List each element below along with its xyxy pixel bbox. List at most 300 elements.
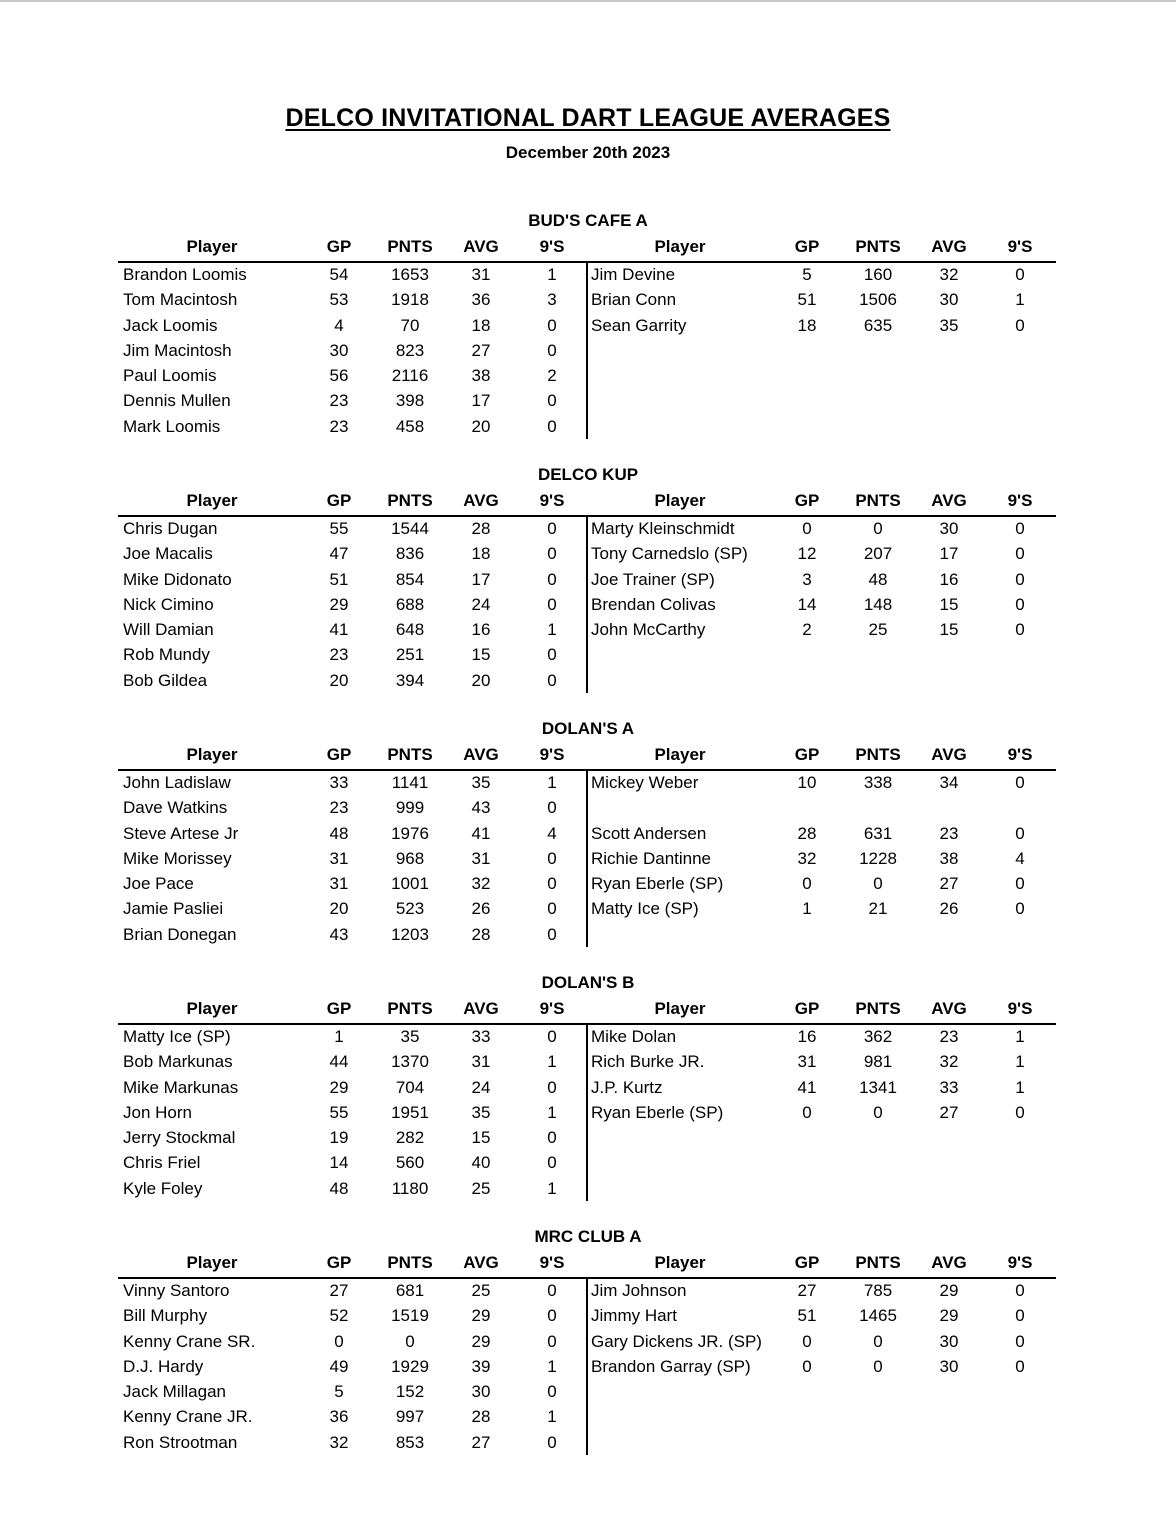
player-row (118, 262, 586, 287)
games-played: 10 (797, 773, 817, 792)
player-row (588, 541, 1056, 566)
average: 28 (471, 1407, 491, 1427)
player-name: Jamie Pasliei (123, 899, 224, 919)
average: 27 (939, 1102, 959, 1122)
nines-count: 0 (1015, 899, 1025, 919)
player-name: Joe Pace (123, 874, 194, 894)
player-row (588, 287, 1056, 312)
average: 17 (471, 569, 491, 589)
player-name: Gary Dickens JR. (SP) (591, 1331, 762, 1351)
column-header-nines-left: 9'S (539, 745, 565, 764)
games-played: 19 (329, 1128, 349, 1148)
column-header-player-left: Player (186, 999, 238, 1018)
points: 968 (395, 848, 425, 868)
average: 16 (471, 620, 491, 640)
nines-count: 0 (547, 315, 557, 335)
player-row (588, 1024, 1056, 1049)
team-name: DOLAN'S A (541, 719, 635, 738)
column-header-gp-left: GP (326, 745, 352, 764)
average: 30 (939, 519, 959, 538)
average: 31 (471, 265, 491, 284)
player-name: Kenny Crane SR. (123, 1331, 256, 1351)
games-played: 30 (329, 340, 349, 360)
average: 32 (939, 265, 959, 284)
games-played: 33 (329, 773, 349, 792)
team-section (0, 972, 1176, 1222)
player-row (118, 1125, 586, 1150)
games-played: 27 (797, 1281, 817, 1300)
player-row (118, 821, 586, 846)
player-row (588, 1278, 1056, 1303)
team-section (0, 718, 1176, 968)
games-played: 2 (802, 620, 812, 640)
average: 25 (471, 1281, 491, 1300)
average: 18 (471, 544, 491, 564)
column-header-gp-right: GP (794, 999, 820, 1018)
column-header-pnts-left: PNTS (387, 237, 433, 256)
average: 30 (939, 1331, 959, 1351)
team-section (0, 1226, 1176, 1476)
points: 635 (863, 315, 893, 335)
player-row (118, 338, 586, 363)
points: 207 (863, 544, 893, 564)
games-played: 51 (329, 569, 349, 589)
player-row (118, 1100, 586, 1125)
player-name: Matty Ice (SP) (591, 899, 699, 919)
column-header-gp-left: GP (326, 999, 352, 1018)
player-name: Brandon Loomis (123, 265, 247, 284)
column-header-nines-left: 9'S (539, 1253, 565, 1272)
nines-count: 0 (1015, 519, 1025, 538)
nines-count: 4 (547, 823, 557, 843)
average: 38 (471, 366, 491, 386)
column-header-pnts-left: PNTS (387, 745, 433, 764)
games-played: 54 (329, 265, 349, 284)
average: 36 (471, 290, 491, 310)
games-played: 31 (797, 1052, 817, 1072)
games-played: 27 (329, 1281, 349, 1300)
games-played: 20 (329, 899, 349, 919)
player-name: Dennis Mullen (123, 391, 231, 411)
nines-count: 0 (547, 519, 557, 538)
points: 0 (873, 1331, 883, 1351)
player-row (588, 1075, 1056, 1100)
column-header-avg-left: AVG (463, 237, 499, 256)
player-row (118, 617, 586, 642)
nines-count: 1 (547, 773, 557, 792)
column-header-nines-right: 9'S (1007, 237, 1033, 256)
games-played: 32 (329, 1432, 349, 1452)
player-row (118, 642, 586, 667)
column-header-player-right: Player (654, 999, 706, 1018)
average: 31 (471, 1052, 491, 1072)
points: 21 (868, 899, 888, 919)
player-name: Ryan Eberle (SP) (591, 1102, 724, 1122)
average: 27 (471, 340, 491, 360)
points: 0 (873, 519, 883, 538)
average: 28 (471, 924, 491, 944)
nines-count: 0 (1015, 1331, 1025, 1351)
player-list-right (588, 1278, 1056, 1379)
nines-count: 1 (547, 1356, 557, 1376)
page-title (0, 104, 1176, 133)
nines-count: 0 (547, 1128, 557, 1148)
games-played: 0 (334, 1331, 344, 1351)
points: 251 (395, 645, 425, 665)
player-row (588, 846, 1056, 871)
points: 160 (863, 265, 893, 284)
nines-count: 0 (547, 1306, 557, 1326)
average: 27 (471, 1432, 491, 1452)
points: 0 (873, 874, 883, 894)
player-list-left (118, 262, 586, 439)
player-name: Mickey Weber (591, 773, 699, 792)
points: 1918 (391, 290, 429, 310)
player-row (588, 567, 1056, 592)
player-name: Ron Strootman (123, 1432, 238, 1452)
points: 1001 (391, 874, 429, 894)
player-row (118, 541, 586, 566)
points: 458 (395, 416, 425, 436)
player-row (588, 617, 1056, 642)
player-row (588, 1049, 1056, 1074)
player-row (588, 1100, 1056, 1125)
average: 30 (939, 290, 959, 310)
nines-count: 0 (1015, 773, 1025, 792)
games-played: 1 (334, 1027, 344, 1046)
games-played: 52 (329, 1306, 349, 1326)
column-header-player-left: Player (186, 491, 238, 510)
player-name: Brian Donegan (123, 924, 237, 944)
team-section (0, 464, 1176, 714)
column-header-gp-right: GP (794, 491, 820, 510)
games-played: 5 (802, 265, 812, 284)
player-row (588, 516, 1056, 541)
player-name: Bob Markunas (123, 1052, 233, 1072)
average: 24 (471, 1077, 491, 1097)
column-header-pnts-left: PNTS (387, 999, 433, 1018)
games-played: 23 (329, 645, 349, 665)
column-header-player-left: Player (186, 1253, 238, 1272)
nines-count: 0 (547, 848, 557, 868)
nines-count: 0 (547, 645, 557, 665)
nines-count: 0 (547, 1027, 557, 1046)
player-row (588, 592, 1056, 617)
player-row (118, 516, 586, 541)
average: 15 (471, 1128, 491, 1148)
player-row (118, 668, 586, 693)
team-name: BUD'S CAFE A (528, 211, 648, 230)
player-row (118, 922, 586, 947)
games-played: 1 (802, 899, 812, 919)
points: 1141 (391, 773, 429, 792)
player-name: Jerry Stockmal (123, 1128, 236, 1148)
column-header-gp-right: GP (794, 237, 820, 256)
player-name: Jack Millagan (123, 1382, 226, 1402)
games-played: 43 (329, 924, 349, 944)
player-list-right (588, 262, 1056, 338)
average: 29 (939, 1306, 959, 1326)
points: 997 (395, 1407, 425, 1427)
average: 18 (471, 315, 491, 335)
column-header-pnts-right: PNTS (855, 1253, 901, 1272)
player-name: Marty Kleinschmidt (591, 519, 735, 538)
average: 29 (471, 1331, 491, 1351)
column-header-player-right: Player (654, 491, 706, 510)
player-name: Mike Markunas (123, 1077, 239, 1097)
player-row (588, 1303, 1056, 1328)
nines-count: 3 (547, 290, 557, 310)
player-list-left (118, 770, 586, 947)
column-header-gp-right: GP (794, 745, 820, 764)
column-header-avg-right: AVG (931, 745, 967, 764)
player-name: Tom Macintosh (123, 290, 238, 310)
player-name: Mike Morissey (123, 848, 232, 868)
player-row (118, 1430, 586, 1455)
team-name: MRC CLUB A (534, 1227, 642, 1246)
points: 785 (863, 1281, 893, 1300)
points: 362 (863, 1027, 893, 1046)
points: 648 (395, 620, 425, 640)
player-name: Jim Devine (591, 265, 676, 284)
nines-count: 0 (1015, 620, 1025, 640)
points: 1951 (391, 1102, 429, 1122)
player-name: Jimmy Hart (591, 1306, 677, 1326)
points: 282 (395, 1128, 425, 1148)
average: 27 (939, 874, 959, 894)
nines-count: 0 (547, 1432, 557, 1452)
points: 1544 (391, 519, 429, 538)
games-played: 55 (329, 519, 349, 538)
points: 1976 (391, 823, 429, 843)
average: 17 (471, 391, 491, 411)
page-title-text: DELCO INVITATIONAL DART LEAGUE AVERAGES (285, 104, 891, 132)
team-name: DOLAN'S B (541, 973, 635, 992)
points: 0 (873, 1102, 883, 1122)
points: 981 (863, 1052, 893, 1072)
column-header-avg-right: AVG (931, 1253, 967, 1272)
nines-count: 1 (547, 1052, 557, 1072)
games-played: 20 (329, 670, 349, 690)
average: 25 (471, 1178, 491, 1198)
column-header-nines-left: 9'S (539, 999, 565, 1018)
player-name: Joe Macalis (123, 544, 213, 564)
games-played: 0 (802, 519, 812, 538)
column-header-player-left: Player (186, 237, 238, 256)
player-name: Ryan Eberle (SP) (591, 874, 724, 894)
games-played: 16 (797, 1027, 817, 1046)
nines-count: 0 (1015, 594, 1025, 614)
player-name: Rob Mundy (123, 645, 210, 665)
games-played: 14 (329, 1153, 349, 1173)
player-name: Kenny Crane JR. (123, 1407, 253, 1427)
nines-count: 0 (1015, 1281, 1025, 1300)
player-row (118, 287, 586, 312)
player-row (588, 770, 1056, 795)
player-name: Chris Dugan (123, 519, 218, 538)
average: 24 (471, 594, 491, 614)
average: 33 (939, 1077, 959, 1097)
nines-count: 0 (1015, 1356, 1025, 1376)
player-name: Rich Burke JR. (591, 1052, 705, 1072)
player-name: Tony Carnedslo (SP) (591, 544, 748, 564)
games-played: 0 (802, 1331, 812, 1351)
player-name: Nick Cimino (123, 594, 214, 614)
column-header-gp-right: GP (794, 1253, 820, 1272)
column-header-nines-right: 9'S (1007, 1253, 1033, 1272)
points: 70 (400, 315, 420, 335)
column-header-nines-right: 9'S (1007, 491, 1033, 510)
player-row (118, 414, 586, 439)
points: 0 (405, 1331, 415, 1351)
nines-count: 1 (547, 1407, 557, 1427)
nines-count: 0 (1015, 315, 1025, 335)
games-played: 47 (329, 544, 349, 564)
games-played: 29 (329, 594, 349, 614)
points: 35 (400, 1027, 420, 1046)
player-row (118, 846, 586, 871)
points: 1465 (859, 1306, 897, 1326)
player-name: Jim Macintosh (123, 340, 232, 360)
average: 17 (939, 544, 959, 564)
average: 29 (939, 1281, 959, 1300)
nines-count: 1 (547, 620, 557, 640)
player-row (118, 795, 586, 820)
player-name: John Ladislaw (123, 773, 231, 792)
player-list-left (118, 1278, 586, 1455)
games-played: 23 (329, 391, 349, 411)
team-name: DELCO KUP (537, 465, 639, 484)
nines-count: 0 (1015, 569, 1025, 589)
player-name: Mark Loomis (123, 416, 221, 436)
games-played: 14 (797, 594, 817, 614)
games-played: 0 (802, 1102, 812, 1122)
nines-count: 0 (547, 874, 557, 894)
average: 30 (939, 1356, 959, 1376)
player-name: Sean Garrity (591, 315, 687, 335)
player-name: Will Damian (123, 620, 214, 640)
nines-count: 0 (547, 391, 557, 411)
player-row (118, 896, 586, 921)
player-row (118, 871, 586, 896)
player-name: Dave Watkins (123, 798, 228, 818)
column-header-gp-left: GP (326, 1253, 352, 1272)
nines-count: 1 (547, 1178, 557, 1198)
player-row (118, 770, 586, 795)
points: 152 (395, 1382, 425, 1402)
team-section (0, 210, 1176, 460)
points: 1180 (391, 1178, 429, 1198)
nines-count: 1 (547, 265, 557, 284)
player-name: Brendan Colivas (591, 594, 716, 614)
average: 35 (939, 315, 959, 335)
nines-count: 0 (547, 670, 557, 690)
average: 20 (471, 670, 491, 690)
average: 26 (471, 899, 491, 919)
games-played: 32 (797, 848, 817, 868)
player-row (118, 388, 586, 413)
games-played: 49 (329, 1356, 349, 1376)
player-name: Matty Ice (SP) (123, 1027, 231, 1046)
points: 999 (395, 798, 425, 818)
player-row (118, 567, 586, 592)
nines-count: 1 (547, 1102, 557, 1122)
points: 148 (863, 594, 893, 614)
nines-count: 2 (547, 366, 557, 386)
points: 1370 (391, 1052, 429, 1072)
player-list-left (118, 516, 586, 693)
average: 41 (471, 823, 491, 843)
games-played: 41 (329, 620, 349, 640)
games-played: 53 (329, 290, 349, 310)
player-name: Paul Loomis (123, 366, 217, 386)
player-name: Mike Didonato (123, 569, 232, 589)
points: 394 (395, 670, 425, 690)
average: 31 (471, 848, 491, 868)
points: 398 (395, 391, 425, 411)
average: 16 (939, 569, 959, 589)
average: 35 (471, 773, 491, 792)
column-header-nines-right: 9'S (1007, 999, 1033, 1018)
points: 704 (395, 1077, 425, 1097)
points: 48 (868, 569, 888, 589)
average: 33 (471, 1027, 491, 1046)
average: 28 (471, 519, 491, 538)
player-name: Scott Andersen (591, 823, 707, 843)
nines-count: 0 (547, 1153, 557, 1173)
points: 0 (873, 1356, 883, 1376)
column-header-player-right: Player (654, 745, 706, 764)
nines-count: 1 (1015, 1077, 1025, 1097)
nines-count: 0 (547, 1077, 557, 1097)
nines-count: 1 (1015, 1027, 1025, 1046)
points: 836 (395, 544, 425, 564)
player-row (118, 1354, 586, 1379)
games-played: 44 (329, 1052, 349, 1072)
average: 15 (471, 645, 491, 665)
column-header-avg-right: AVG (931, 999, 967, 1018)
player-name: Brian Conn (591, 290, 677, 310)
column-header-player-left: Player (186, 745, 238, 764)
player-row (118, 1176, 586, 1201)
report-date: December 20th 2023 (505, 143, 671, 162)
player-list-right (588, 516, 1056, 642)
column-header-avg-left: AVG (463, 999, 499, 1018)
player-row (588, 896, 1056, 921)
average: 30 (471, 1382, 491, 1402)
nines-count: 1 (1015, 290, 1025, 310)
player-row (588, 795, 1056, 820)
points: 1519 (391, 1306, 429, 1326)
column-header-pnts-left: PNTS (387, 1253, 433, 1272)
player-name: Mike Dolan (591, 1027, 677, 1046)
nines-count: 0 (547, 594, 557, 614)
average: 32 (471, 874, 491, 894)
games-played: 31 (329, 848, 349, 868)
average: 15 (939, 594, 959, 614)
average: 23 (939, 1027, 959, 1046)
games-played: 51 (797, 1306, 817, 1326)
average: 20 (471, 416, 491, 436)
average: 15 (939, 620, 959, 640)
column-header-player-right: Player (654, 237, 706, 256)
player-row (118, 1075, 586, 1100)
games-played: 48 (329, 1178, 349, 1198)
games-played: 48 (329, 823, 349, 843)
column-header-gp-left: GP (326, 491, 352, 510)
nines-count: 0 (1015, 823, 1025, 843)
column-header-pnts-left: PNTS (387, 491, 433, 510)
